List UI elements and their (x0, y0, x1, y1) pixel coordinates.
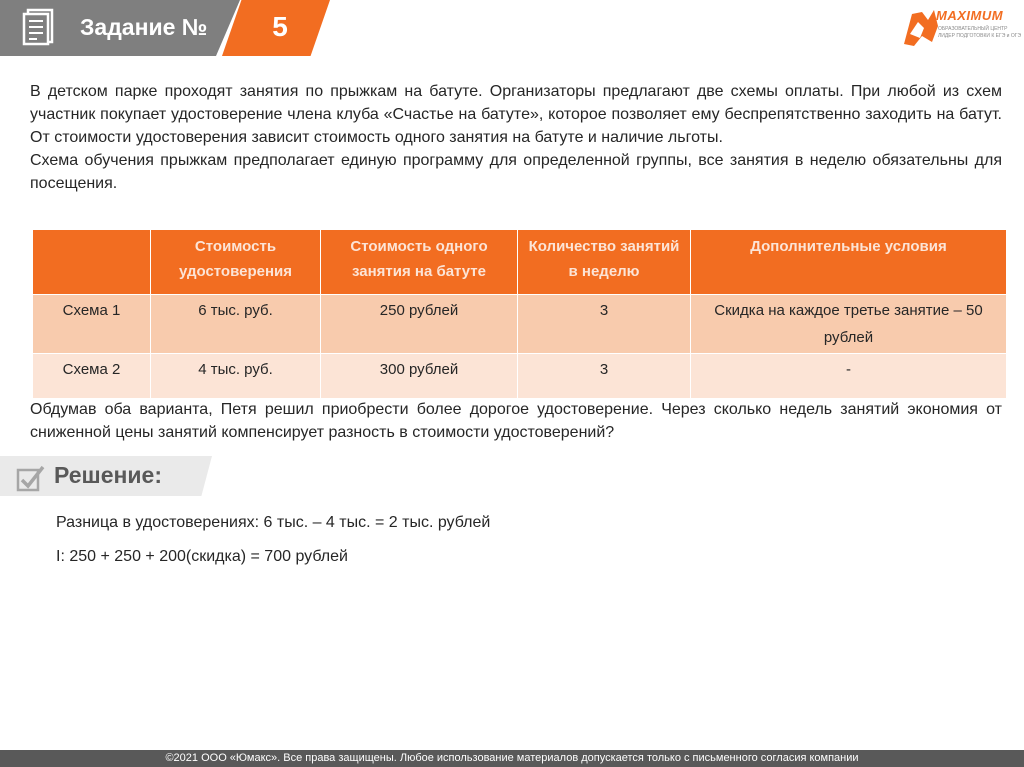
question-text: Обдумав оба варианта, Петя решил приобрести более дорогое удостоверение. Через сколько недель занятий экономия от сниженной цены занятий компенсирует разность в стоимости удостоверений? (30, 401, 1002, 441)
logo-subtitle-1: ОБРАЗОВАТЕЛЬНЫЙ ЦЕНТР (938, 26, 1008, 32)
solution-line: Разница в удостоверениях: 6 тыс. – 4 тыс. = 2 тыс. рублей (56, 514, 491, 531)
table-cell: 6 тыс. руб. (151, 295, 321, 354)
table-header-cell: Стоимость одного занятия на батуте (321, 230, 518, 295)
footer-copyright: ©2021 ООО «Юмакс». Все права защищены. Любое использование материалов допускается только с письменного согласия компании (0, 750, 1024, 767)
table-cell: 300 рублей (321, 354, 518, 399)
logo-name: MAXIMUM (936, 8, 1004, 23)
table-cell: 3 (518, 354, 691, 399)
table-header-cell: Стоимость удостоверения (151, 230, 321, 295)
table-header-cell (33, 230, 151, 295)
document-icon (22, 8, 56, 46)
table-header-cell: Дополнительные условия (691, 230, 1007, 295)
logo-subtitle-2: ЛИДЕР ПОДГОТОВКИ К ЕГЭ и ОГЭ (938, 33, 1022, 39)
solution-line: I: 250 + 250 + 200(скидка) = 700 рублей (56, 548, 348, 565)
problem-paragraph-2: Схема обучения прыжкам предполагает единую программу для определенной группы, все занятия в неделю обязательны для посещения. (30, 152, 1002, 192)
solution-lines (56, 514, 490, 582)
problem-paragraph-1: В детском парке проходят занятия по прыжкам на батуте. Организаторы предлагают две схемы оплаты. При любой из схем участник покупает удостоверение члена клуба «Счастье на батуте», которое позволяет ему беспрепятственно заходить на батут. От стоимости удостоверения зависит стоимость одного занятия на батуте и наличие льготы. (30, 83, 1002, 146)
table-header-cell: Количество занятий в неделю (518, 230, 691, 295)
table-row (33, 295, 1007, 354)
table-header-row (33, 230, 1007, 295)
table-cell: Схема 1 (33, 295, 151, 354)
table-cell: Скидка на каждое третье занятие – 50 рублей (691, 295, 1007, 354)
table-cell: 250 рублей (321, 295, 518, 354)
problem-text (30, 80, 1002, 195)
task-label: Задание № (80, 14, 208, 40)
table-cell: - (691, 354, 1007, 399)
table-row (33, 354, 1007, 399)
table-cell: 3 (518, 295, 691, 354)
task-number: 5 (272, 11, 288, 42)
checkbox-check-icon (16, 464, 46, 492)
table-cell: Схема 2 (33, 354, 151, 399)
table-cell: 4 тыс. руб. (151, 354, 321, 399)
solution-title: Решение: (54, 462, 163, 488)
pricing-table (32, 229, 1007, 399)
